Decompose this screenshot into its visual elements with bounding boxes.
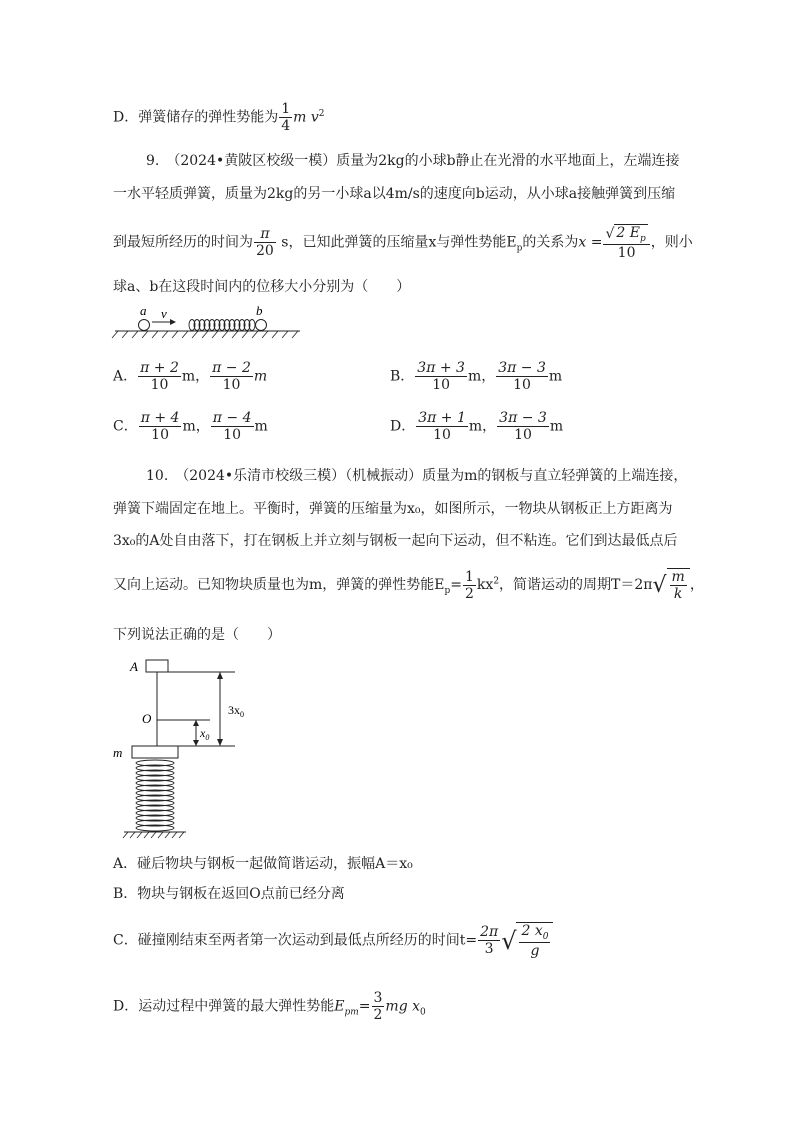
- q10-option-c[interactable]: C．碰撞刚结束至两者第一次运动到最低点所经历的时间t= $\frac{2\pi}{3}$ √ $\frac{2 x_0}{g}$: [113, 922, 553, 959]
- label-m: m: [113, 745, 123, 760]
- q9-line-4: 球a、b在这段时间内的位移大小分别为（ ）: [113, 279, 411, 295]
- q10-spring-plate-figure: [110, 655, 260, 840]
- fraction: $\frac{1}{4}$: [281, 101, 291, 135]
- label-a: a: [140, 303, 147, 318]
- q9-option-a[interactable]: A． $\frac{\pi + 2}{10}$ m， $\frac{\pi - 2}{10}$ m: [113, 360, 268, 394]
- ground-hatch: [112, 331, 298, 338]
- ground-hatch: [123, 832, 184, 838]
- time-fraction: $\frac{\pi}{20}$: [256, 226, 274, 260]
- x-formula-fraction: $\frac{√ 2 E_p}{10}$: [603, 224, 649, 261]
- q10-option-d[interactable]: D．运动过程中弹簧的最大弹性势能$E_{pm}=$ $\frac{3}{2}$ mg $x_0$: [113, 990, 426, 1024]
- ball-b: [256, 320, 267, 331]
- label-v: v: [161, 306, 167, 321]
- q10-line-2: 弹簧下端固定在地上。平衡时，弹簧的压缩量为x₀，如图所示，一物块从钢板正上方距离为: [113, 501, 673, 517]
- block-a: [146, 660, 168, 672]
- steel-plate: [132, 746, 178, 758]
- q10-line-3: 3x₀的A处自由落下，打在钢板上并立刻与钢板一起向下运动，但不粘连。它们到达最低点后: [113, 533, 678, 549]
- q10-line-5: 下列说法正确的是（ ）: [113, 627, 281, 643]
- q9-spring-ball-figure: [110, 302, 310, 342]
- label-O: O: [142, 711, 152, 726]
- q9-option-c[interactable]: C． $\frac{\pi + 4}{10}$ m， $\frac{\pi - 4}{10}$ m: [113, 410, 268, 444]
- prev-option-d: D．弹簧储存的弹性势能为 $\frac{1}{4}$ m $v^2$: [113, 101, 325, 135]
- q9-line-2: 一水平轻质弹簧，质量为2kg的另一小球a以4m/s的速度向b运动，从小球a接触弹簧到压缩: [113, 186, 676, 202]
- q9-option-d[interactable]: D． $\frac{3\pi + 1}{10}$ m， $\frac{3\pi - 3}{10}$ m: [390, 410, 564, 444]
- q10-line-1: 10. （2024•乐清市校级三模）（机械振动）质量为m的钢板与直立轻弹簧的上端连接，: [146, 468, 688, 484]
- label-b: b: [256, 303, 263, 318]
- label-x0: $x_0$: [200, 726, 210, 742]
- ball-a: [139, 320, 150, 331]
- q9-option-b[interactable]: B． $\frac{3\pi + 3}{10}$ m， $\frac{3\pi - 3}{10}$ m: [390, 360, 563, 394]
- label-3x0: $3x_0$: [228, 703, 244, 719]
- label-A: A: [130, 659, 138, 674]
- q10-option-b[interactable]: B．物块与钢板在返回O点前已经分离: [113, 886, 345, 902]
- ep-fraction: $\frac{1}{2}$: [465, 568, 474, 602]
- vertical-spring: [136, 760, 174, 831]
- sqrt-icon: √: [605, 226, 615, 243]
- q10-line-4: 又向上运动。已知物块质量也为m，弹簧的弹性势能$E_p=$ $\frac{1}{2}$ $kx^2$，简谐运动的周期T＝2π√ $\frac{m}{k}$ ，: [113, 568, 704, 603]
- sqrt-icon: √: [652, 572, 667, 598]
- q9-line-1: 9. （2024•黄陂区校级一模）质量为2kg的小球b静止在光滑的水平地面上，左端连接: [146, 153, 680, 169]
- sqrt-icon: √: [501, 926, 517, 955]
- q9-line-3: 到最短所经历的时间为 $\frac{\pi}{20}$ s，已知此弹簧的压缩量x与弹性势能$E_p$的关系为x = $\frac{√ 2 E_p}{10}$ ，则小: [113, 225, 693, 262]
- q10-option-a[interactable]: A．碰后物块与钢板一起做简谐运动，振幅A＝x₀: [113, 856, 413, 872]
- spring-coils: [189, 320, 255, 331]
